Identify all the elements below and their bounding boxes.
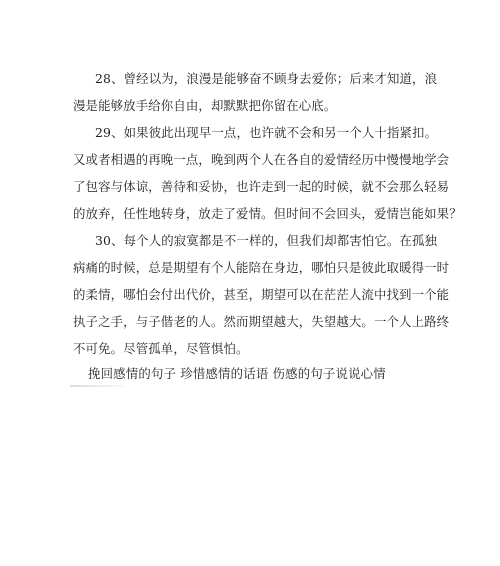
paragraph-28-line-2: 漫是能够放手给你自由，却默默把你留在心底。 (73, 98, 337, 113)
paragraph-30-line-3: 的柔情，哪怕会付出代价，甚至，期望可以在茫茫人流中找到一个能 (73, 287, 450, 302)
paragraph-29-line-2: 又或者相遇的再晚一点，晚到两个人在各自的爱情经历中慢慢地学会 (73, 152, 450, 167)
paragraph-29-line-4: 的放弃，任性地转身，放走了爱情。但时间不会回头，爱情岂能如果？ (73, 206, 462, 221)
paragraph-30-line-2: 病痛的时候，总是期望有个人能陪在身边，哪怕只是彼此取暖得一时 (73, 260, 450, 275)
paragraph-30-line-4: 执子之手，与子偕老的人。然而期望越大，失望越大。一个人上路终 (73, 314, 450, 329)
related-links[interactable]: 挽回感情的句子 珍惜感情的话语 伤感的句子说说心情 (88, 366, 386, 381)
paragraph-30-line-1: 30、每个人的寂寞都是不一样的，但我们却都害怕它。在孤独 (95, 233, 438, 248)
paragraph-28-line-1: 28、曾经以为，浪漫是能够奋不顾身去爱你；后来才知道，浪 (95, 71, 438, 86)
paragraph-30-line-5: 不可免。尽管孤单，尽管惧怕。 (73, 341, 249, 356)
paragraph-29-line-1: 29、如果彼此出现早一点，也许就不会和另一个人十指紧扣。 (95, 125, 438, 140)
paragraph-29-line-3: 了包容与体谅，善待和妥协，也许走到一起的时候，就不会那么轻易 (73, 179, 450, 194)
faint-underline-mark (70, 385, 124, 387)
